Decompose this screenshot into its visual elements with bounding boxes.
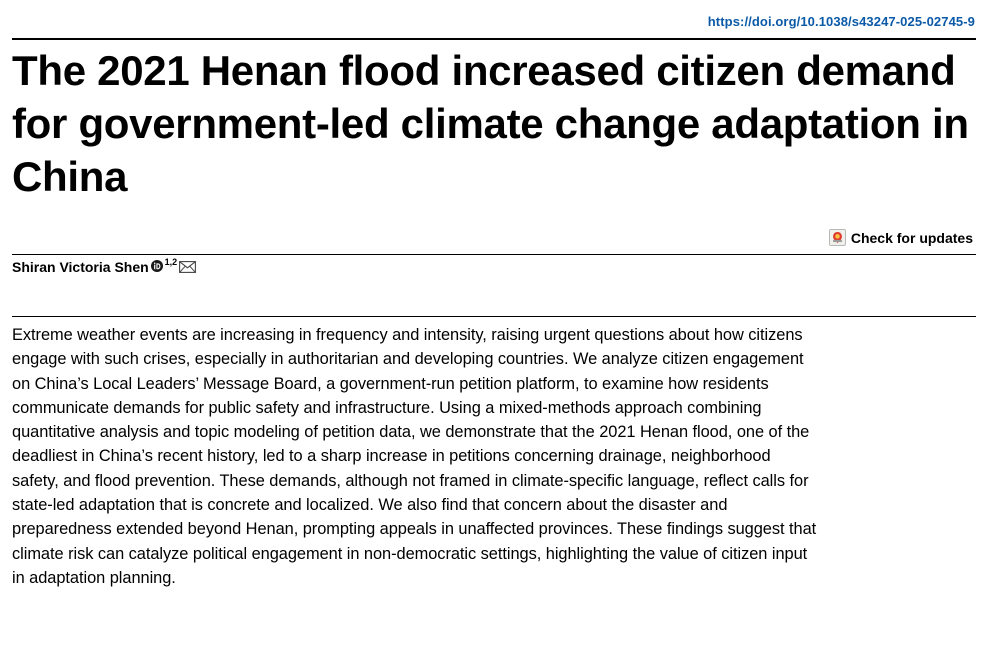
article-title: The 2021 Henan flood increased citizen demand for government-led climate change adaptation in China	[12, 47, 969, 200]
orcid-icon[interactable]	[151, 260, 163, 272]
title-divider	[12, 38, 976, 40]
affiliation-numbers: 1,2	[164, 257, 178, 267]
author-name[interactable]: Shiran Victoria Shen	[12, 259, 149, 275]
envelope-icon[interactable]	[179, 261, 196, 273]
check-updates-icon	[829, 229, 846, 246]
abstract-text: Extreme weather events are increasing in frequency and intensity, raising urgent questions about how citizens engage with such crises, especially in authoritarian and developing countries. We analyze citizen engagement on China’s Local Leaders’ Message Board, a government-run petition platform, to examine how residents communicate demands for public safety and infrastructure. Using a mixed-methods approach combining quantitative analysis and topic modeling of petition data, we demonstrate that the 2021 Henan flood, one of the deadliest in China’s recent history, led to a sharp increase in petitions concerning drainage, neighborhood safety, and flood prevention. These demands, although not framed in climate-specific language, reflect calls for state-led adaptation that is concrete and localized. We also find that concern about the disaster and preparedness extended beyond Henan, prompting appeals in unaffected provinces. These findings suggest that climate risk can catalyze political engagement in non-democratic settings, highlighting the value of citizen input in adaptation planning.	[12, 326, 817, 587]
author-line	[12, 259, 196, 275]
check-for-updates-label: Check for updates	[850, 229, 973, 246]
check-for-updates-button[interactable]	[829, 229, 973, 246]
abstract-divider	[12, 316, 976, 317]
author-divider	[12, 254, 976, 255]
doi-link[interactable]: https://doi.org/10.1038/s43247-025-02745-9	[707, 14, 975, 29]
